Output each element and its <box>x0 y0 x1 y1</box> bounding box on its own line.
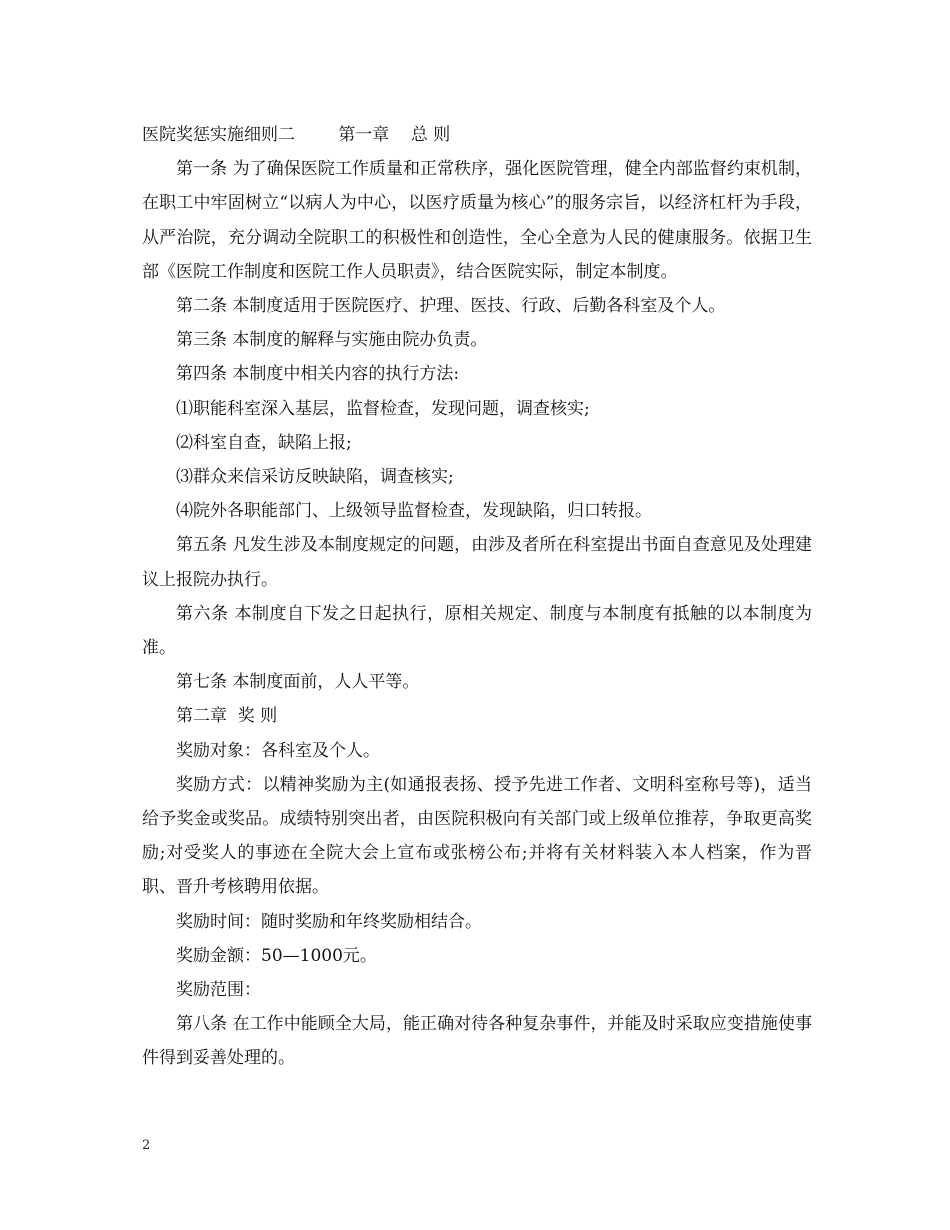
document-body <box>142 118 812 1076</box>
paragraph-article-1: 第一条 为了确保医院工作质量和正常秩序，强化医院管理，健全内部监督约束机制，在职工中牢固树立“以病人为中心，以医疗质量为核心”的服务宗旨，以经济杠杆为手段，从严治院，充分调动全院职工的积极性和创造性，全心全意为人民的健康服务。依据卫生部《医院工作制度和医院工作人员职责》，结合医院实际，制定本制度。 <box>142 159 812 282</box>
paragraph-article-2: 第二条 本制度适用于医院医疗、护理、医技、行政、后勤各科室及个人。 <box>176 296 726 317</box>
page-number: 2 <box>142 1138 151 1153</box>
paragraph-reward-method: 奖励方式：以精神奖励为主(如通报表扬、授予先进工作者、文明科室称号等)，适当给予奖金或奖品。成绩特别突出者，由医院积极向有关部门或上级单位推荐，争取更高奖励;对受奖人的事迹在全院大会上宣布或张榜公布;并将有关材料装入本人档案，作为晋职、晋升考核聘用依据。 <box>142 774 812 898</box>
paragraph-article-3: 第三条 本制度的解释与实施由院办负责。 <box>176 330 488 351</box>
paragraph-reward-target: 奖励对象：各科室及个人。 <box>176 740 380 761</box>
paragraph-article-6: 第六条 本制度自下发之日起执行，原相关规定、制度与本制度有抵触的以本制度为准。 <box>142 603 812 659</box>
paragraph-article-7: 第七条 本制度面前，人人平等。 <box>176 672 420 693</box>
document-title: 医院奖惩实施细则二 第一章 总 则 <box>142 125 451 145</box>
list-item-method-3: ⑶群众来信采访反映缺陷，调查核实; <box>176 467 454 488</box>
paragraph-article-8: 第八条 在工作中能顾全大局，能正确对待各种复杂事件，并能及时采取应变措施使事件得到妥善处理的。 <box>142 1014 812 1069</box>
chapter-heading-2: 第二章 奖 则 <box>176 706 278 727</box>
paragraph-reward-amount: 奖励金额：50—1000元。 <box>176 945 377 966</box>
paragraph-reward-scope: 奖励范围： <box>176 980 261 1001</box>
list-item-method-4: ⑷院外各职能部门、上级领导监督检查，发现缺陷，归口转报。 <box>176 501 652 522</box>
paragraph-article-5: 第五条 凡发生涉及本制度规定的问题，由涉及者所在科室提出书面自查意见及处理建议上报院办执行。 <box>142 535 812 590</box>
list-item-method-1: ⑴职能科室深入基层，监督检查，发现问题，调查核实; <box>176 398 590 419</box>
paragraph-reward-time: 奖励时间：随时奖励和年终奖励相结合。 <box>176 911 482 932</box>
list-item-method-2: ⑵科室自查，缺陷上报; <box>176 432 352 453</box>
paragraph-article-4: 第四条 本制度中相关内容的执行方法: <box>176 364 460 385</box>
